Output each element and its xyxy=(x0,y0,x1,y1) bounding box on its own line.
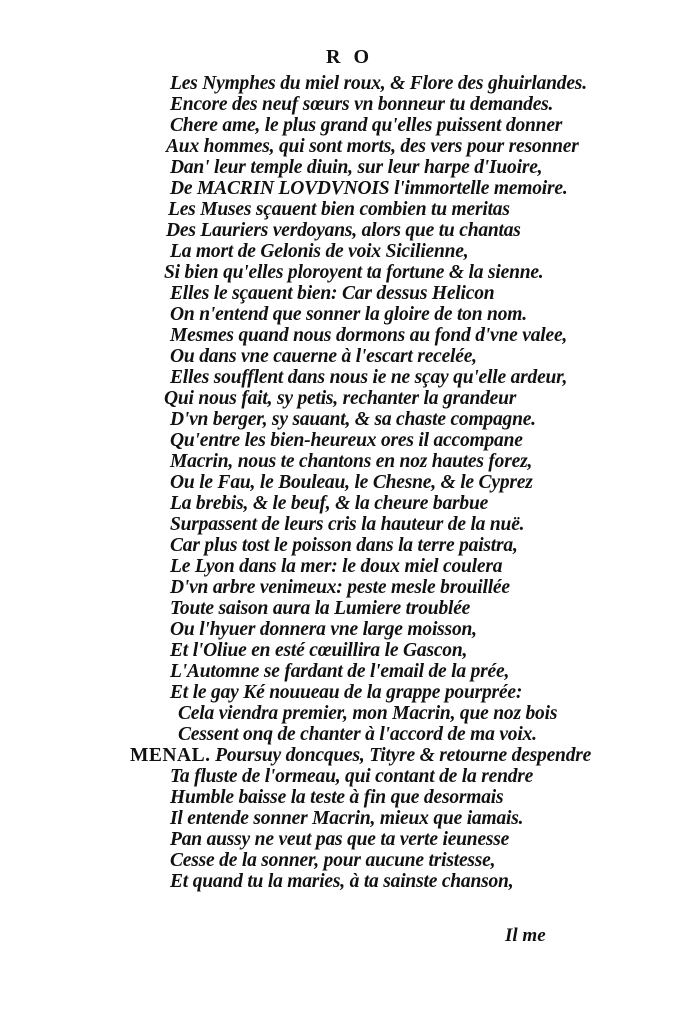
verse-line-11: Elles le sçauent bien: Car dessus Helicon xyxy=(170,283,495,304)
verse-line-2: Encore des neuf sœurs vn bonneur tu demandes. xyxy=(170,94,554,115)
verse-line-24: Le Lyon dans la mer: le doux miel coulera xyxy=(170,556,503,577)
verse-line-28: Et l'Oliue en esté cœuillira le Gascon, xyxy=(170,640,468,661)
verse-line-26: Toute saison aura la Lumiere troublée xyxy=(170,598,471,619)
verse-line-10: Si bien qu'elles ploroyent ta fortune & la sienne. xyxy=(164,262,544,283)
verse-line-18: Qu'entre les bien-heureux ores il accompane xyxy=(170,430,523,451)
verse-line-27: Ou l'hyuer donnera vne large moisson, xyxy=(170,619,477,640)
verse-line-19: Macrin, nous te chantons en noz hautes forez, xyxy=(170,451,533,472)
verse-line-5: Dan' leur temple diuin, sur leur harpe d'Iuoire, xyxy=(170,157,543,178)
verse-line-32: Cessent onq de chanter à l'accord de ma voix. xyxy=(178,724,537,745)
verse-line-4: Aux hommes, qui sont morts, des vers pour resonner xyxy=(166,136,579,157)
verse-line-7: Les Muses sçauent bien combien tu meritas xyxy=(168,199,510,220)
catchword: Il me xyxy=(505,925,546,946)
verse-line-38: Cesse de la sonner, pour aucune tristesse, xyxy=(170,850,496,871)
verse-line-36: Il entende sonner Macrin, mieux que iamais. xyxy=(170,808,524,829)
verse-line-15: Elles soufflent dans nous ie ne sçay qu'elle ardeur, xyxy=(170,367,568,388)
verse-line-23: Car plus tost le poisson dans la terre paistra, xyxy=(170,535,518,556)
verse-line-9: La mort de Gelonis de voix Sicilienne, xyxy=(170,241,469,262)
verse-line-3: Chere ame, le plus grand qu'elles puissent donner xyxy=(170,115,563,136)
verse-line-20: Ou le Fau, le Bouleau, le Chesne, & le Cyprez xyxy=(170,472,533,493)
verse-line-29: L'Automne se fardant de l'email de la prée, xyxy=(170,661,510,682)
speaker-line-text: Poursuy doncques, Tityre & retourne despendre xyxy=(215,745,592,766)
verse-line-12: On n'entend que sonner la gloire de ton nom. xyxy=(170,304,527,325)
verse-line-37: Pan aussy ne veut pas que ta verte ieunesse xyxy=(170,829,510,850)
verse-line-1: Les Nymphes du miel roux, & Flore des ghuirlandes. xyxy=(170,73,587,94)
speaker-label: MENAL. xyxy=(130,745,211,766)
verse-line-35: Humble baisse la teste à fin que desormais xyxy=(170,787,504,808)
verse-line-39: Et quand tu la maries, à ta sainste chanson, xyxy=(170,871,514,892)
verse-line-34: Ta fluste de l'ormeau, qui contant de la rendre xyxy=(170,766,534,787)
verse-line-30: Et le gay Ké nouueau de la grappe pourprée: xyxy=(170,682,523,703)
running-head: R O xyxy=(326,46,373,68)
verse-line-6: De MACRIN LOVDVNOIS l'immortelle memoire. xyxy=(170,178,568,199)
verse-line-22: Surpassent de leurs cris la hauteur de la nuë. xyxy=(170,514,525,535)
verse-line-21: La brebis, & le beuf, & la cheure barbue xyxy=(170,493,489,514)
verse-line-17: D'vn berger, sy sauant, & sa chaste compagne. xyxy=(170,409,536,430)
verse-line-14: Ou dans vne cauerne à l'escart recelée, xyxy=(170,346,477,367)
verse-line-33 xyxy=(130,745,591,767)
verse-line-25: D'vn arbre venimeux: peste mesle brouillée xyxy=(170,577,510,598)
verse-line-8: Des Lauriers verdoyans, alors que tu chantas xyxy=(166,220,521,241)
verse-line-31: Cela viendra premier, mon Macrin, que noz bois xyxy=(178,703,558,724)
verse-line-13: Mesmes quand nous dormons au fond d'vne valee, xyxy=(170,325,568,346)
verse-line-16: Qui nous fait, sy petis, rechanter la grandeur xyxy=(164,388,517,409)
